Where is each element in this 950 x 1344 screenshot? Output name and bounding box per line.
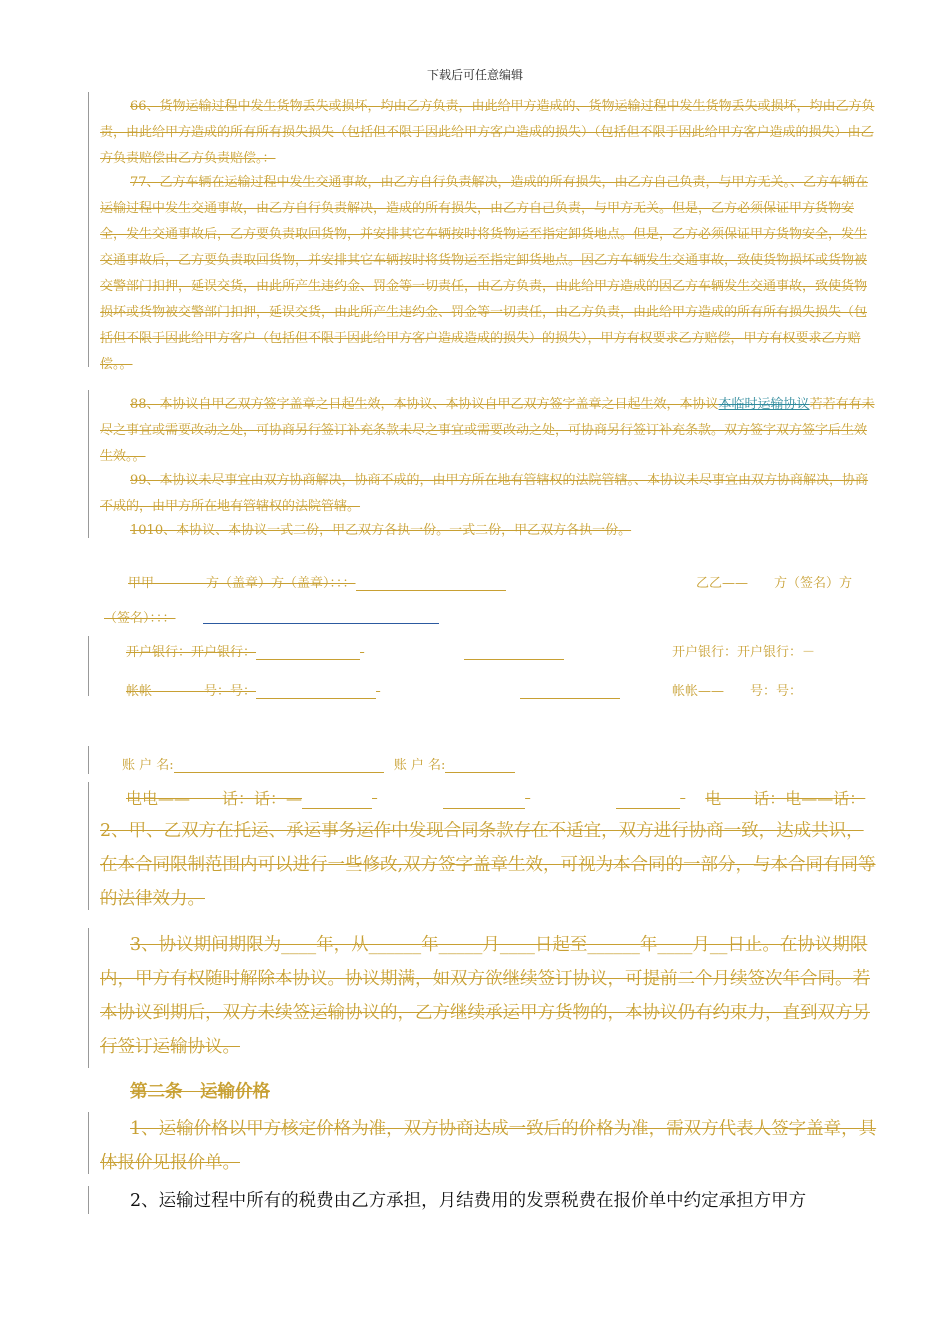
clause-8-inserted-text: 本临时运输协议 (718, 397, 810, 412)
phone-line-mid (443, 808, 525, 809)
party-b-phone-label: 电 话：电——话： (705, 789, 866, 808)
clause-2-paragraph: 2、甲、乙双方在托运、承运事务运作中发现合同条款存在不适宜，双方进行协商一致，达成共识，在本合同限制范围内可以进行一些修改,双方签字盖章生效，可视为本合同的一部分，与本合同有同等的法律效力。 (100, 821, 876, 909)
party-a-sign-line (356, 590, 506, 591)
clause-8-paragraph (100, 392, 878, 470)
party-b-account-label: 帐帐—— 号：号： (672, 684, 803, 699)
party-a-account-name-line (174, 772, 384, 773)
clause-7-paragraph: 77、乙方车辆在运输过程中发生交通事故，由乙方自行负责解决，造成的所有损失，由乙方自己负责，与甲方无关。、乙方车辆在运输过程中发生交通事故，由乙方自行负责解决，造成的所有损失，由乙方自己负责，与甲方无关。但是，乙方必须保证甲方货物安全，发生交通事故后，乙方要负责取回货物，并安排其它车辆按时将货物运至指定卸货地点。但是，乙方必须保证甲方货物安全，发生交通事故后，乙方要负责取回货物，并安排其它车辆按时将货物运至指定卸货地点。因乙方车辆发生交通事故，致使货物损坏或货物被交警部门扣押，延误交货，由此所产生违约金、罚金等一切责任，由乙方负责，由此给甲方造成的因乙方车辆发生交通事故，致使货物损坏或货物被交警部门扣押，延误交货，由此所产生违约金、罚金等一切责任，由乙方负责，由此给甲方造成的所有所有损失损失（包括但不限于因此给甲方客户（包括但不限于因此给甲方客户造成造成的损失）的损失），甲方有权要求乙方赔偿，甲方有权要求乙方赔偿。。 (100, 175, 869, 372)
party-a-bank-line (256, 659, 360, 660)
clause-8-text-b: 若若有有未尽之事宜或需要改动之处，可协商另行签订补充条款未尽之事宜或需要改动之处，可协商另行签订补充条款。双方签字双方签字后生效生效。。 (100, 397, 875, 464)
revision-bar (88, 928, 89, 1068)
party-b-sign-label: 乙乙—— 方（签名）方 (696, 576, 853, 591)
party-a-phone-line (302, 808, 372, 809)
signature-row (100, 572, 878, 591)
clause-10-paragraph: 1010、本协议、本协议一式二份，甲乙双方各执一份。一式二份，甲乙双方各执一份。 (130, 523, 632, 538)
revision-bar (88, 1112, 89, 1174)
clause-6-paragraph: 66、货物运输过程中发生货物丢失或损坏，均由乙方负责，由此给甲方造成的、货物运输过程中发生货物丢失或损坏，均由乙方负责，由此给甲方造成的所有所有损失损失（包括但不限于因此给甲方客户造成的损失）（包括但不限于因此给甲方客户造成的损失）由乙方负责赔偿由乙方负责赔偿。： (100, 99, 875, 166)
party-b-account-name-label: 账 户 名: (393, 758, 446, 773)
revision-bar (88, 1186, 89, 1214)
account-name-row (100, 754, 878, 773)
bank-line-mid (464, 659, 564, 660)
phone-line-right (616, 808, 680, 809)
account-line-mid (520, 698, 620, 699)
party-a-bank-label: 开户银行：开户银行： (126, 645, 257, 660)
price-clause-1: 1、运输价格以甲方核定价格为准，双方协商达成一致后的价格为准，需双方代表人签字盖章，具体报价见报价单。 (100, 1119, 877, 1173)
article-2-title: 第二条 运输价格 (130, 1082, 270, 1102)
revision-bar (88, 636, 89, 696)
bank-row (100, 641, 878, 660)
party-a-account-line (256, 698, 376, 699)
party-b-sign-line (203, 623, 439, 624)
clause-3-paragraph: 3、协议期间期限为____年，从______年_____月____日起至______年____月__日止。在协议期限内，甲方有权随时解除本协议。协议期满，如双方欲继续签订协议，可提前二个月续签次年合同。若本协议到期后，双方未续签运输协议的，乙方继续承运甲方货物的，本协议仍有约束力，直到双方另行签订运输协议。 (100, 935, 870, 1057)
party-a-phone-label: 电电—— 话：话：— (126, 789, 303, 808)
page-header: 下载后可任意编辑 (426, 68, 523, 82)
phone-row (100, 786, 878, 809)
revision-bar (88, 746, 89, 774)
party-a-account-name-label: 账 户 名: (122, 758, 174, 773)
clause-8-text-a: 88、本协议自甲乙双方签字盖章之日起生效，本协议、本协议自甲乙双方签字盖章之日起生效，本协议 (130, 397, 719, 412)
party-b-sign-cont: （签名）：：： (104, 611, 176, 626)
account-row (100, 680, 878, 699)
party-a-sign-label: 甲甲—— 方（盖章）方（盖章）：：： (128, 576, 356, 591)
revision-bar (88, 92, 89, 367)
party-b-account-name-line (445, 772, 515, 773)
price-clause-2: 2、运输过程中所有的税费由乙方承担，月结费用的发票税费在报价单中约定承担方甲方 (130, 1191, 807, 1211)
revision-bar (88, 782, 89, 910)
party-b-bank-label: 开户银行：开户银行：－ (672, 645, 816, 660)
party-a-account-label: 帐帐—— 号：号： (126, 684, 257, 699)
clause-9-paragraph: 99、本协议未尽事宜由双方协商解决，协商不成的，由甲方所在地有管辖权的法院管辖。、本协议未尽事宜由双方协商解决，协商不成的，由甲方所在地有管辖权的法院管辖。 (100, 473, 869, 514)
revision-bar (88, 390, 89, 538)
